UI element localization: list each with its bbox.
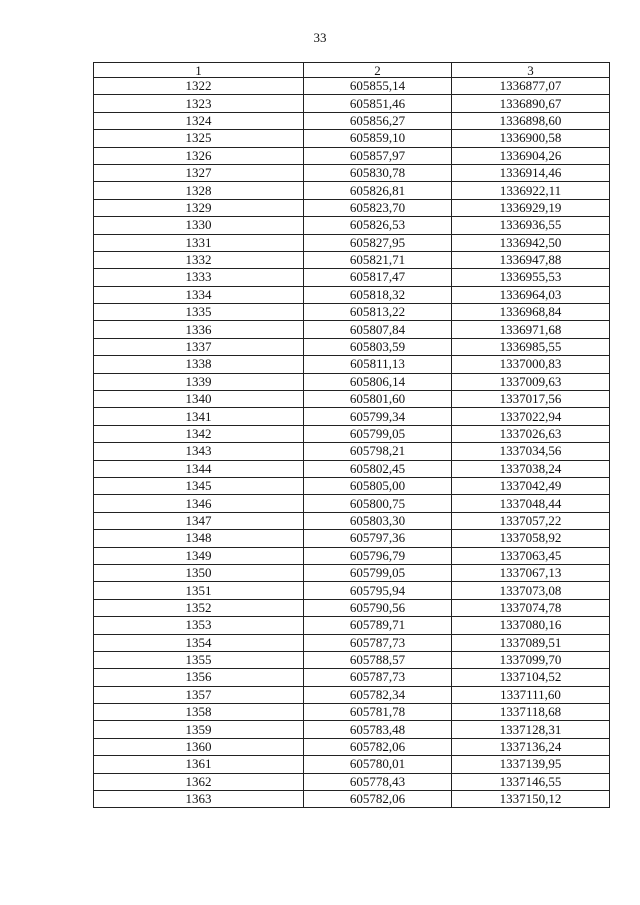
table-row bbox=[94, 95, 610, 112]
x-coordinate-cell: 605803,30 bbox=[304, 512, 452, 529]
y-coordinate-cell: 1337026,63 bbox=[452, 425, 610, 442]
table-row bbox=[94, 425, 610, 442]
point-number-cell: 1344 bbox=[94, 460, 304, 477]
table-row bbox=[94, 530, 610, 547]
point-number-cell: 1350 bbox=[94, 564, 304, 581]
x-coordinate-cell: 605778,43 bbox=[304, 773, 452, 790]
table-row bbox=[94, 443, 610, 460]
y-coordinate-cell: 1337048,44 bbox=[452, 495, 610, 512]
point-number-cell: 1346 bbox=[94, 495, 304, 512]
table-row bbox=[94, 78, 610, 95]
table-row bbox=[94, 547, 610, 564]
x-coordinate-cell: 605796,79 bbox=[304, 547, 452, 564]
table-row bbox=[94, 112, 610, 129]
coordinates-table bbox=[93, 62, 610, 808]
y-coordinate-cell: 1337067,13 bbox=[452, 564, 610, 581]
table-row bbox=[94, 686, 610, 703]
y-coordinate-cell: 1336936,55 bbox=[452, 217, 610, 234]
y-coordinate-cell: 1337099,70 bbox=[452, 651, 610, 668]
point-number-cell: 1329 bbox=[94, 199, 304, 216]
y-coordinate-cell: 1337136,24 bbox=[452, 738, 610, 755]
point-number-cell: 1331 bbox=[94, 234, 304, 251]
y-coordinate-cell: 1336929,19 bbox=[452, 199, 610, 216]
x-coordinate-cell: 605856,27 bbox=[304, 112, 452, 129]
y-coordinate-cell: 1337074,78 bbox=[452, 599, 610, 616]
x-coordinate-cell: 605787,73 bbox=[304, 669, 452, 686]
x-coordinate-cell: 605788,57 bbox=[304, 651, 452, 668]
x-coordinate-cell: 605798,21 bbox=[304, 443, 452, 460]
point-number-cell: 1356 bbox=[94, 669, 304, 686]
table-row bbox=[94, 582, 610, 599]
table-row bbox=[94, 251, 610, 268]
y-coordinate-cell: 1336877,07 bbox=[452, 78, 610, 95]
x-coordinate-cell: 605781,78 bbox=[304, 704, 452, 721]
x-coordinate-cell: 605859,10 bbox=[304, 130, 452, 147]
x-coordinate-cell: 605826,53 bbox=[304, 217, 452, 234]
table-row bbox=[94, 512, 610, 529]
point-number-cell: 1326 bbox=[94, 147, 304, 164]
x-coordinate-cell: 605802,45 bbox=[304, 460, 452, 477]
y-coordinate-cell: 1336955,53 bbox=[452, 269, 610, 286]
table-row bbox=[94, 234, 610, 251]
x-coordinate-cell: 605811,13 bbox=[304, 356, 452, 373]
x-coordinate-cell: 605799,05 bbox=[304, 564, 452, 581]
page-number: 33 bbox=[313, 30, 327, 45]
table-row bbox=[94, 338, 610, 355]
point-number-cell: 1349 bbox=[94, 547, 304, 564]
point-number-cell: 1343 bbox=[94, 443, 304, 460]
y-coordinate-cell: 1337058,92 bbox=[452, 530, 610, 547]
x-coordinate-cell: 605826,81 bbox=[304, 182, 452, 199]
table-row bbox=[94, 373, 610, 390]
column-header: 3 bbox=[452, 63, 610, 78]
y-coordinate-cell: 1337128,31 bbox=[452, 721, 610, 738]
table-row bbox=[94, 321, 610, 338]
point-number-cell: 1335 bbox=[94, 304, 304, 321]
y-coordinate-cell: 1336904,26 bbox=[452, 147, 610, 164]
y-coordinate-cell: 1336947,88 bbox=[452, 251, 610, 268]
point-number-cell: 1352 bbox=[94, 599, 304, 616]
point-number-cell: 1341 bbox=[94, 408, 304, 425]
x-coordinate-cell: 605795,94 bbox=[304, 582, 452, 599]
y-coordinate-cell: 1337009,63 bbox=[452, 373, 610, 390]
x-coordinate-cell: 605783,48 bbox=[304, 721, 452, 738]
point-number-cell: 1336 bbox=[94, 321, 304, 338]
point-number-cell: 1337 bbox=[94, 338, 304, 355]
y-coordinate-cell: 1336968,84 bbox=[452, 304, 610, 321]
x-coordinate-cell: 605827,95 bbox=[304, 234, 452, 251]
x-coordinate-cell: 605855,14 bbox=[304, 78, 452, 95]
x-coordinate-cell: 605780,01 bbox=[304, 756, 452, 773]
x-coordinate-cell: 605782,34 bbox=[304, 686, 452, 703]
table-row bbox=[94, 773, 610, 790]
x-coordinate-cell: 605799,34 bbox=[304, 408, 452, 425]
column-header: 1 bbox=[94, 63, 304, 78]
y-coordinate-cell: 1336914,46 bbox=[452, 164, 610, 181]
table-row bbox=[94, 721, 610, 738]
x-coordinate-cell: 605790,56 bbox=[304, 599, 452, 616]
x-coordinate-cell: 605807,84 bbox=[304, 321, 452, 338]
x-coordinate-cell: 605821,71 bbox=[304, 251, 452, 268]
table-row bbox=[94, 704, 610, 721]
point-number-cell: 1360 bbox=[94, 738, 304, 755]
point-number-cell: 1338 bbox=[94, 356, 304, 373]
y-coordinate-cell: 1337017,56 bbox=[452, 391, 610, 408]
x-coordinate-cell: 605789,71 bbox=[304, 617, 452, 634]
x-coordinate-cell: 605782,06 bbox=[304, 738, 452, 755]
table-row bbox=[94, 391, 610, 408]
x-coordinate-cell: 605857,97 bbox=[304, 147, 452, 164]
y-coordinate-cell: 1337118,68 bbox=[452, 704, 610, 721]
table-row bbox=[94, 651, 610, 668]
table-row bbox=[94, 791, 610, 808]
point-number-cell: 1361 bbox=[94, 756, 304, 773]
point-number-cell: 1322 bbox=[94, 78, 304, 95]
table-row bbox=[94, 756, 610, 773]
point-number-cell: 1334 bbox=[94, 286, 304, 303]
point-number-cell: 1362 bbox=[94, 773, 304, 790]
table-row bbox=[94, 164, 610, 181]
x-coordinate-cell: 605800,75 bbox=[304, 495, 452, 512]
table-row bbox=[94, 356, 610, 373]
point-number-cell: 1354 bbox=[94, 634, 304, 651]
y-coordinate-cell: 1337139,95 bbox=[452, 756, 610, 773]
y-coordinate-cell: 1337038,24 bbox=[452, 460, 610, 477]
y-coordinate-cell: 1336964,03 bbox=[452, 286, 610, 303]
point-number-cell: 1340 bbox=[94, 391, 304, 408]
point-number-cell: 1345 bbox=[94, 477, 304, 494]
table-row bbox=[94, 130, 610, 147]
column-header: 2 bbox=[304, 63, 452, 78]
point-number-cell: 1342 bbox=[94, 425, 304, 442]
y-coordinate-cell: 1337080,16 bbox=[452, 617, 610, 634]
point-number-cell: 1358 bbox=[94, 704, 304, 721]
y-coordinate-cell: 1337057,22 bbox=[452, 512, 610, 529]
table-row bbox=[94, 182, 610, 199]
point-number-cell: 1333 bbox=[94, 269, 304, 286]
y-coordinate-cell: 1336898,60 bbox=[452, 112, 610, 129]
x-coordinate-cell: 605813,22 bbox=[304, 304, 452, 321]
y-coordinate-cell: 1337063,45 bbox=[452, 547, 610, 564]
table-row bbox=[94, 477, 610, 494]
x-coordinate-cell: 605818,32 bbox=[304, 286, 452, 303]
point-number-cell: 1347 bbox=[94, 512, 304, 529]
point-number-cell: 1357 bbox=[94, 686, 304, 703]
y-coordinate-cell: 1336922,11 bbox=[452, 182, 610, 199]
x-coordinate-cell: 605799,05 bbox=[304, 425, 452, 442]
y-coordinate-cell: 1337000,83 bbox=[452, 356, 610, 373]
table-row bbox=[94, 634, 610, 651]
point-number-cell: 1323 bbox=[94, 95, 304, 112]
table-row bbox=[94, 217, 610, 234]
y-coordinate-cell: 1336985,55 bbox=[452, 338, 610, 355]
point-number-cell: 1348 bbox=[94, 530, 304, 547]
table-row bbox=[94, 669, 610, 686]
table-row bbox=[94, 738, 610, 755]
point-number-cell: 1324 bbox=[94, 112, 304, 129]
table-row bbox=[94, 408, 610, 425]
y-coordinate-cell: 1337089,51 bbox=[452, 634, 610, 651]
table-row bbox=[94, 495, 610, 512]
point-number-cell: 1363 bbox=[94, 791, 304, 808]
y-coordinate-cell: 1337150,12 bbox=[452, 791, 610, 808]
x-coordinate-cell: 605797,36 bbox=[304, 530, 452, 547]
table-row bbox=[94, 564, 610, 581]
y-coordinate-cell: 1336890,67 bbox=[452, 95, 610, 112]
table-row bbox=[94, 199, 610, 216]
y-coordinate-cell: 1336971,68 bbox=[452, 321, 610, 338]
table-row bbox=[94, 147, 610, 164]
x-coordinate-cell: 605823,70 bbox=[304, 199, 452, 216]
point-number-cell: 1325 bbox=[94, 130, 304, 147]
x-coordinate-cell: 605851,46 bbox=[304, 95, 452, 112]
x-coordinate-cell: 605803,59 bbox=[304, 338, 452, 355]
y-coordinate-cell: 1337034,56 bbox=[452, 443, 610, 460]
table-row bbox=[94, 599, 610, 616]
y-coordinate-cell: 1337073,08 bbox=[452, 582, 610, 599]
point-number-cell: 1353 bbox=[94, 617, 304, 634]
point-number-cell: 1327 bbox=[94, 164, 304, 181]
y-coordinate-cell: 1336942,50 bbox=[452, 234, 610, 251]
y-coordinate-cell: 1337111,60 bbox=[452, 686, 610, 703]
table-body bbox=[94, 78, 610, 808]
y-coordinate-cell: 1337104,52 bbox=[452, 669, 610, 686]
x-coordinate-cell: 605806,14 bbox=[304, 373, 452, 390]
table-row bbox=[94, 617, 610, 634]
x-coordinate-cell: 605817,47 bbox=[304, 269, 452, 286]
x-coordinate-cell: 605782,06 bbox=[304, 791, 452, 808]
table-row bbox=[94, 304, 610, 321]
point-number-cell: 1351 bbox=[94, 582, 304, 599]
table-row bbox=[94, 269, 610, 286]
x-coordinate-cell: 605787,73 bbox=[304, 634, 452, 651]
point-number-cell: 1328 bbox=[94, 182, 304, 199]
point-number-cell: 1332 bbox=[94, 251, 304, 268]
x-coordinate-cell: 605805,00 bbox=[304, 477, 452, 494]
table-row bbox=[94, 460, 610, 477]
table-header-row bbox=[94, 63, 610, 78]
y-coordinate-cell: 1337146,55 bbox=[452, 773, 610, 790]
table-row bbox=[94, 286, 610, 303]
point-number-cell: 1359 bbox=[94, 721, 304, 738]
point-number-cell: 1330 bbox=[94, 217, 304, 234]
y-coordinate-cell: 1337042,49 bbox=[452, 477, 610, 494]
x-coordinate-cell: 605801,60 bbox=[304, 391, 452, 408]
y-coordinate-cell: 1336900,58 bbox=[452, 130, 610, 147]
point-number-cell: 1355 bbox=[94, 651, 304, 668]
x-coordinate-cell: 605830,78 bbox=[304, 164, 452, 181]
y-coordinate-cell: 1337022,94 bbox=[452, 408, 610, 425]
point-number-cell: 1339 bbox=[94, 373, 304, 390]
